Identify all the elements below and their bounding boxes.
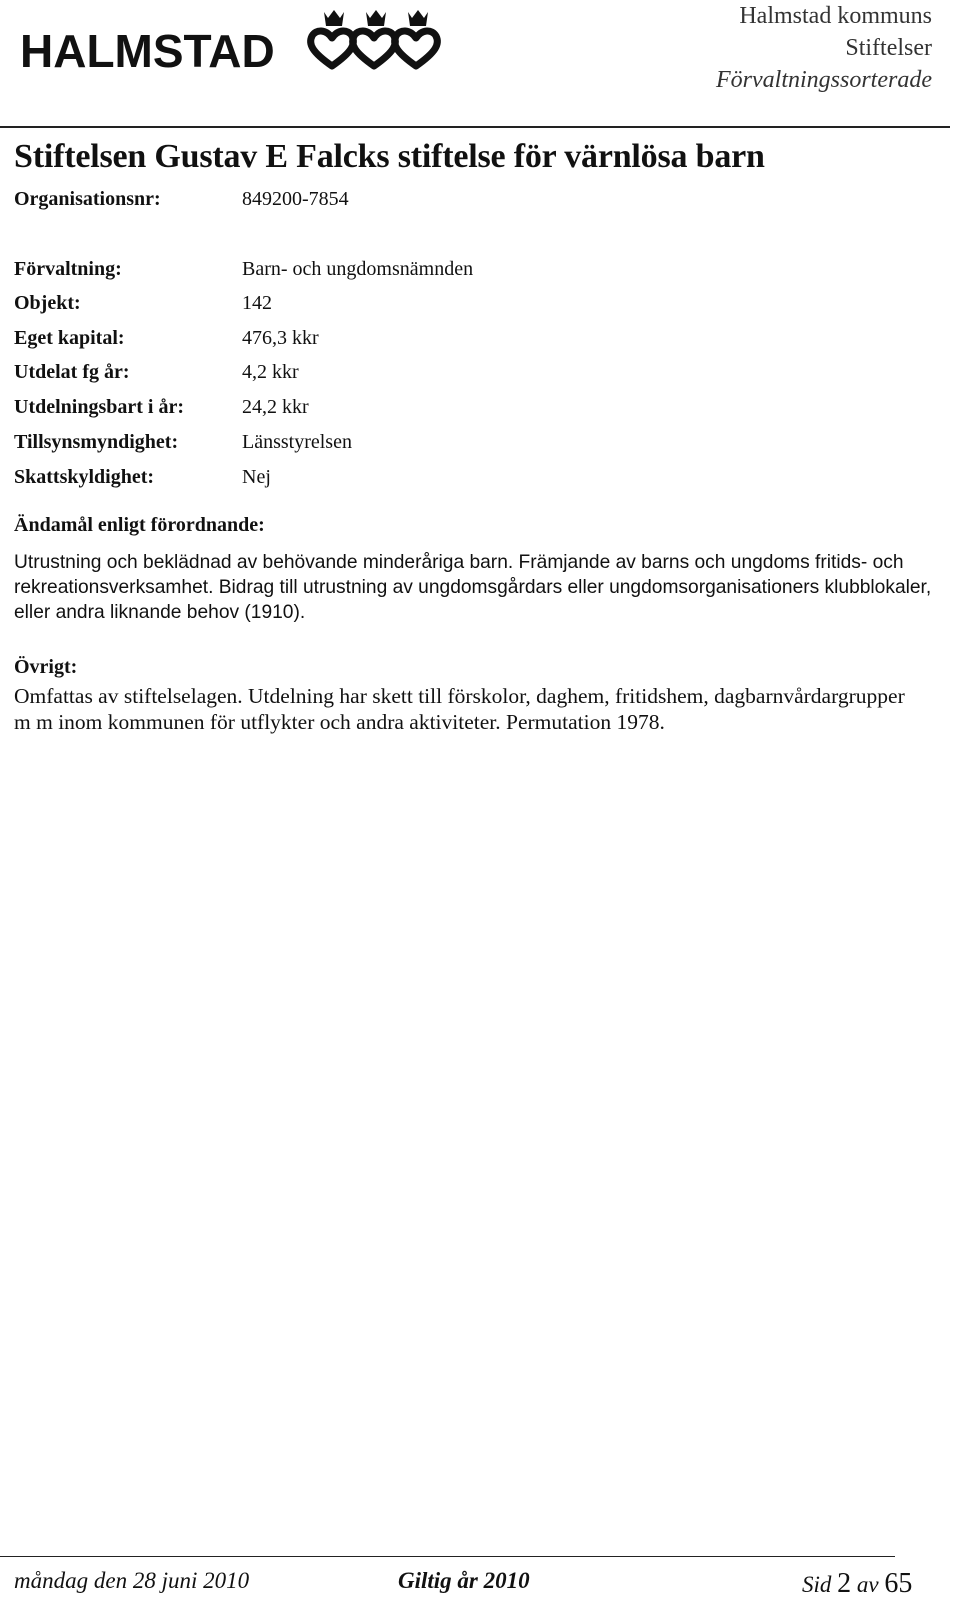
header-sorting: Förvaltningssorterade bbox=[716, 67, 932, 93]
other-heading: Övrigt: bbox=[14, 656, 78, 678]
field-value: 142 bbox=[242, 292, 272, 314]
field-label: Objekt: bbox=[14, 292, 81, 314]
header-category: Stiftelser bbox=[845, 35, 932, 61]
field-value: Länsstyrelsen bbox=[242, 431, 352, 453]
logo-text: HALMSTAD bbox=[20, 25, 275, 77]
crowned-hearts-icon bbox=[302, 8, 452, 74]
field-value: Nej bbox=[242, 466, 271, 488]
org-nr-label: Organisationsnr: bbox=[14, 188, 161, 210]
header-org: Halmstad kommuns bbox=[739, 3, 932, 29]
field-value: 24,2 kkr bbox=[242, 396, 309, 418]
field-value: Barn- och ungdomsnämnden bbox=[242, 258, 474, 280]
footer-pagination bbox=[802, 1568, 912, 1600]
page-separator: av bbox=[856, 1572, 879, 1597]
field-value: 476,3 kkr bbox=[242, 327, 319, 349]
halmstad-logo bbox=[20, 8, 440, 77]
page-prefix: Sid bbox=[802, 1572, 832, 1597]
footer-divider bbox=[0, 1556, 895, 1557]
header-right bbox=[716, 0, 932, 96]
page-number: 2 bbox=[837, 1568, 852, 1599]
field-label: Skattskyldighet: bbox=[14, 466, 155, 488]
header-divider bbox=[0, 126, 950, 128]
purpose-text: Utrustning och beklädnad av behövande minderåriga barn. Främjande av barns och ungdoms fritids- och rekreationsverksamhet. Bidrag till utrustning av ungdomsgårdars eller ungdomsorganisationers klubblokaler, eller andra liknande behov (1910). bbox=[14, 552, 932, 623]
purpose-heading: Ändamål enligt förordnande: bbox=[14, 514, 265, 536]
page-total: 65 bbox=[884, 1568, 913, 1599]
page-title: Stiftelsen Gustav E Falcks stiftelse för värnlösa barn bbox=[14, 138, 765, 175]
field-value: 4,2 kkr bbox=[242, 361, 299, 383]
org-nr-value: 849200-7854 bbox=[242, 188, 349, 210]
field-label: Utdelat fg år: bbox=[14, 361, 130, 383]
footer-valid-year: Giltig år 2010 bbox=[398, 1568, 530, 1593]
footer-date: måndag den 28 juni 2010 bbox=[14, 1568, 250, 1593]
field-label: Förvaltning: bbox=[14, 258, 122, 280]
field-label: Eget kapital: bbox=[14, 327, 125, 349]
field-label: Tillsynsmyndighet: bbox=[14, 431, 179, 453]
field-label: Utdelningsbart i år: bbox=[14, 396, 184, 418]
other-text: Omfattas av stiftelselagen. Utdelning har skett till förskolor, daghem, fritidshem, dagbarnvårdargrupper m m inom kommunen för utflykter och andra aktiviteter. Permutation 1978. bbox=[14, 684, 905, 734]
